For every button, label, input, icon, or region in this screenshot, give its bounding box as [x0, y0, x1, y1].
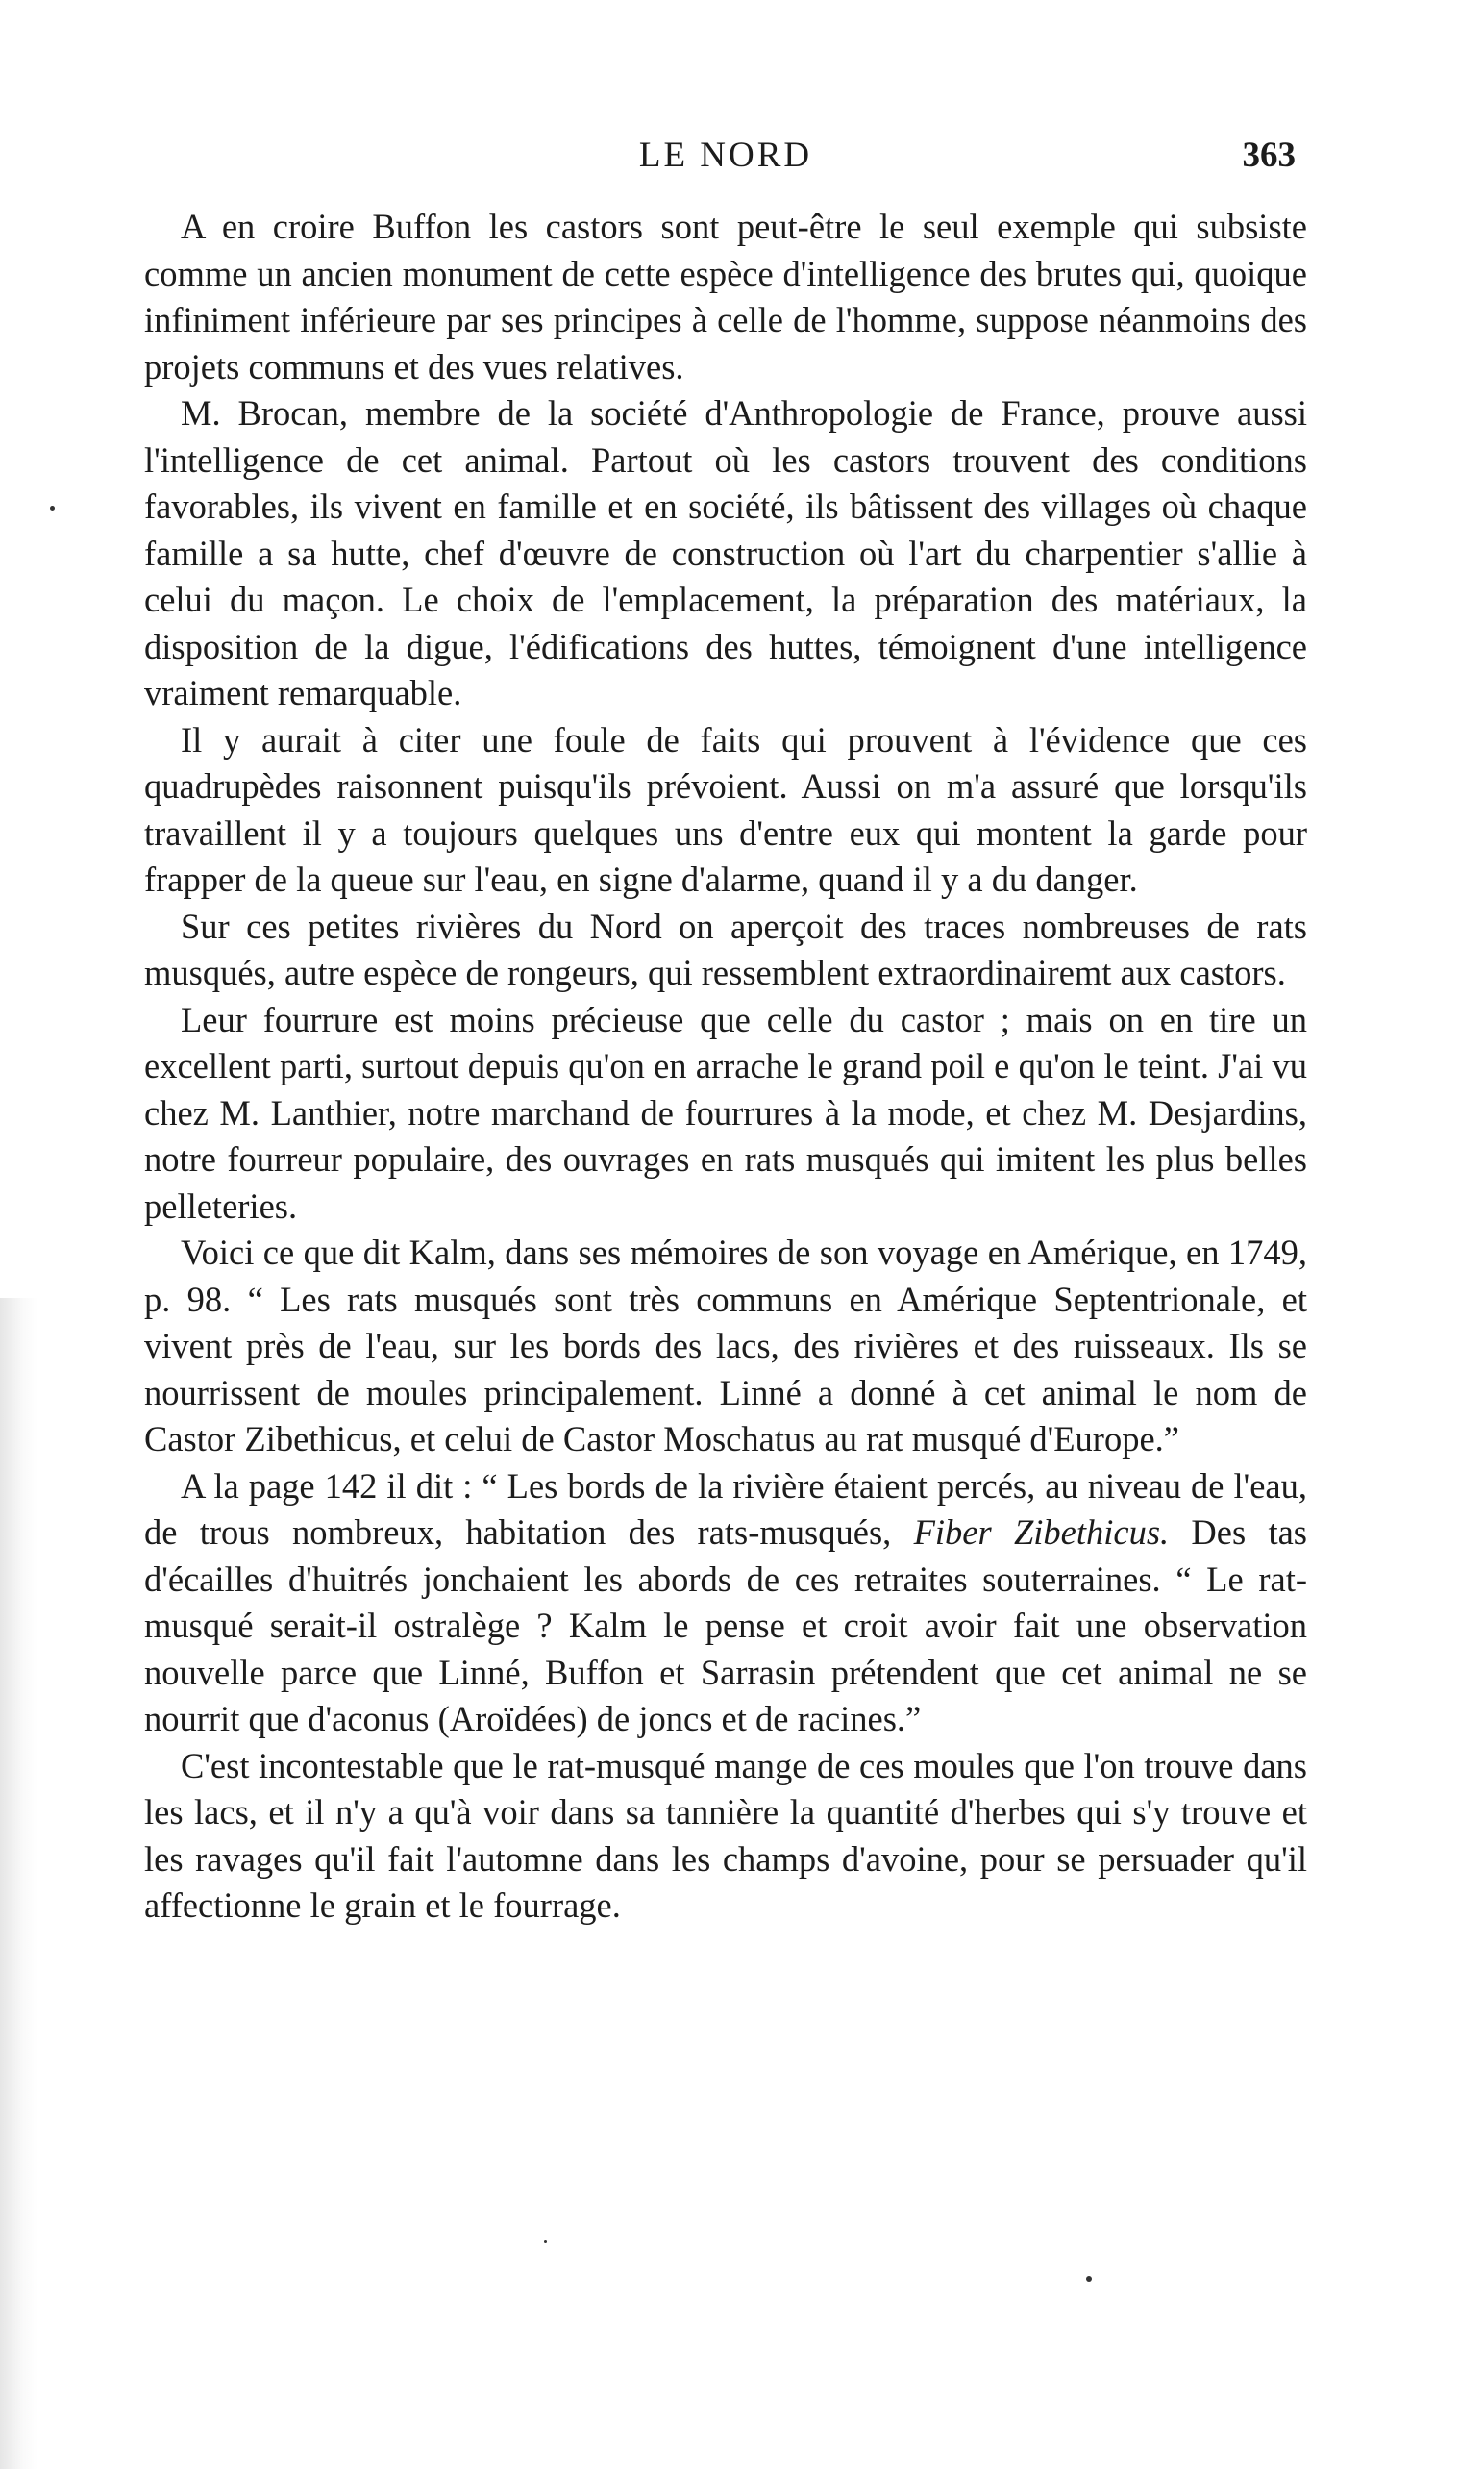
ink-speck — [1086, 2276, 1092, 2282]
paragraph-kalm-quote: Voici ce que dit Kalm, dans ses mémoires de son voyage en Amérique, en 1749, p. 98. “ Les rats musqués sont très communs en Amérique Septentrionale, et vivent près de l'eau, sur les bords des lacs, des rivières et des ruisseaux. Ils se nourrissent de moules principalement. Linné a donné à cet animal le nom de Castor Zibethicus, et celui de Castor Moschatus au rat musqué d'Europe.” — [144, 1233, 1307, 1459]
paragraph-text: Des tas d'écailles d'huitrés jonchaient les abords de ces retraites souterraines. “ Le rat-musqué serait-il ostralège ? Kalm le pense et croit avoir fait une observation nouvelle parce que Linné, Buffon et Sarrasin prétendent que cet animal ne se nourrit que d'aconus (Aroïdées) de joncs et de racines.” — [144, 1512, 1308, 1738]
book-page — [144, 135, 1307, 1930]
running-head — [144, 135, 1307, 190]
page-number: 363 — [1242, 136, 1296, 175]
body-text — [144, 204, 1307, 1930]
ink-speck — [50, 506, 55, 511]
paragraph-brocan: M. Brocan, membre de la société d'Anthropologie de France, prouve aussi l'intelligence de cet animal. Partout où les castors trouvent des conditions favorables, ils vivent en famille et en société, ils bâtissent des villages où chaque famille a sa hutte, chef d'œuvre de construction où l'art du charpentier s'allie à celui du maçon. Le choix de l'emplacement, la préparation des matériaux, la disposition de la digue, l'édifications des huttes, témoignent d'une intelligence vraiment remarquable. — [144, 393, 1307, 712]
ink-speck — [544, 2240, 547, 2243]
running-title: LE NORD — [638, 136, 813, 175]
paragraph-fourrure: Leur fourrure est moins précieuse que celle du castor ; mais on en tire un excellent parti, surtout depuis qu'on en arrache le grand poil e qu'on le teint. J'ai vu chez M. Lanthier, notre marchand de fourrures à la mode, et chez M. Desjardins, notre fourreur populaire, des ouvrages en rats musqués qui imitent les plus belles pelleteries. — [144, 999, 1307, 1226]
paragraph-kalm-page-142 — [144, 1463, 1307, 1743]
paragraph-conclusion: C'est incontestable que le rat-musqué mange de ces moules que l'on trouve dans les lacs, et il n'y a qu'à voir dans sa tannière la quantité d'herbes qui s'y trouve et les ravages qu'il fait l'automne dans les champs d'avoine, pour se persuader qu'il affectionne le grain et le fourrage. — [144, 1745, 1307, 1925]
italic-species-name: Fiber Zibethicus. — [913, 1512, 1170, 1552]
paragraph-intelligence-facts: Il y aurait à citer une foule de faits qui prouvent à l'évidence que ces quadrupèdes raisonnent puisqu'ils prévoient. Aussi on m'a assuré que lorsqu'ils travaillent il y a toujours quelques uns d'entre eux qui montent la garde pour frapper de la queue sur l'eau, en signe d'alarme, quand il y a du danger. — [144, 719, 1307, 899]
paragraph-text: A la page 142 il dit : “ Les bords de la rivière étaient percés, au niveau de l'eau, de trous nombreux, habitation des rats-musqués, — [144, 1465, 1307, 1552]
paragraph-buffon: A en croire Buffon les castors sont peut-être le seul exemple qui subsiste comme un ancien monument de cette espèce d'intelligence des brutes qui, quoique infiniment inférieure par ses principes à celle de l'homme, suppose néanmoins des projets communs et des vues relatives. — [144, 207, 1307, 387]
paragraph-rats-musques: Sur ces petites rivières du Nord on aperçoit des traces nombreuses de rats musqués, autre espèce de rongeurs, qui ressemblent extraordinairemt aux castors. — [144, 906, 1307, 992]
scan-edge-shadow — [0, 1298, 38, 2469]
